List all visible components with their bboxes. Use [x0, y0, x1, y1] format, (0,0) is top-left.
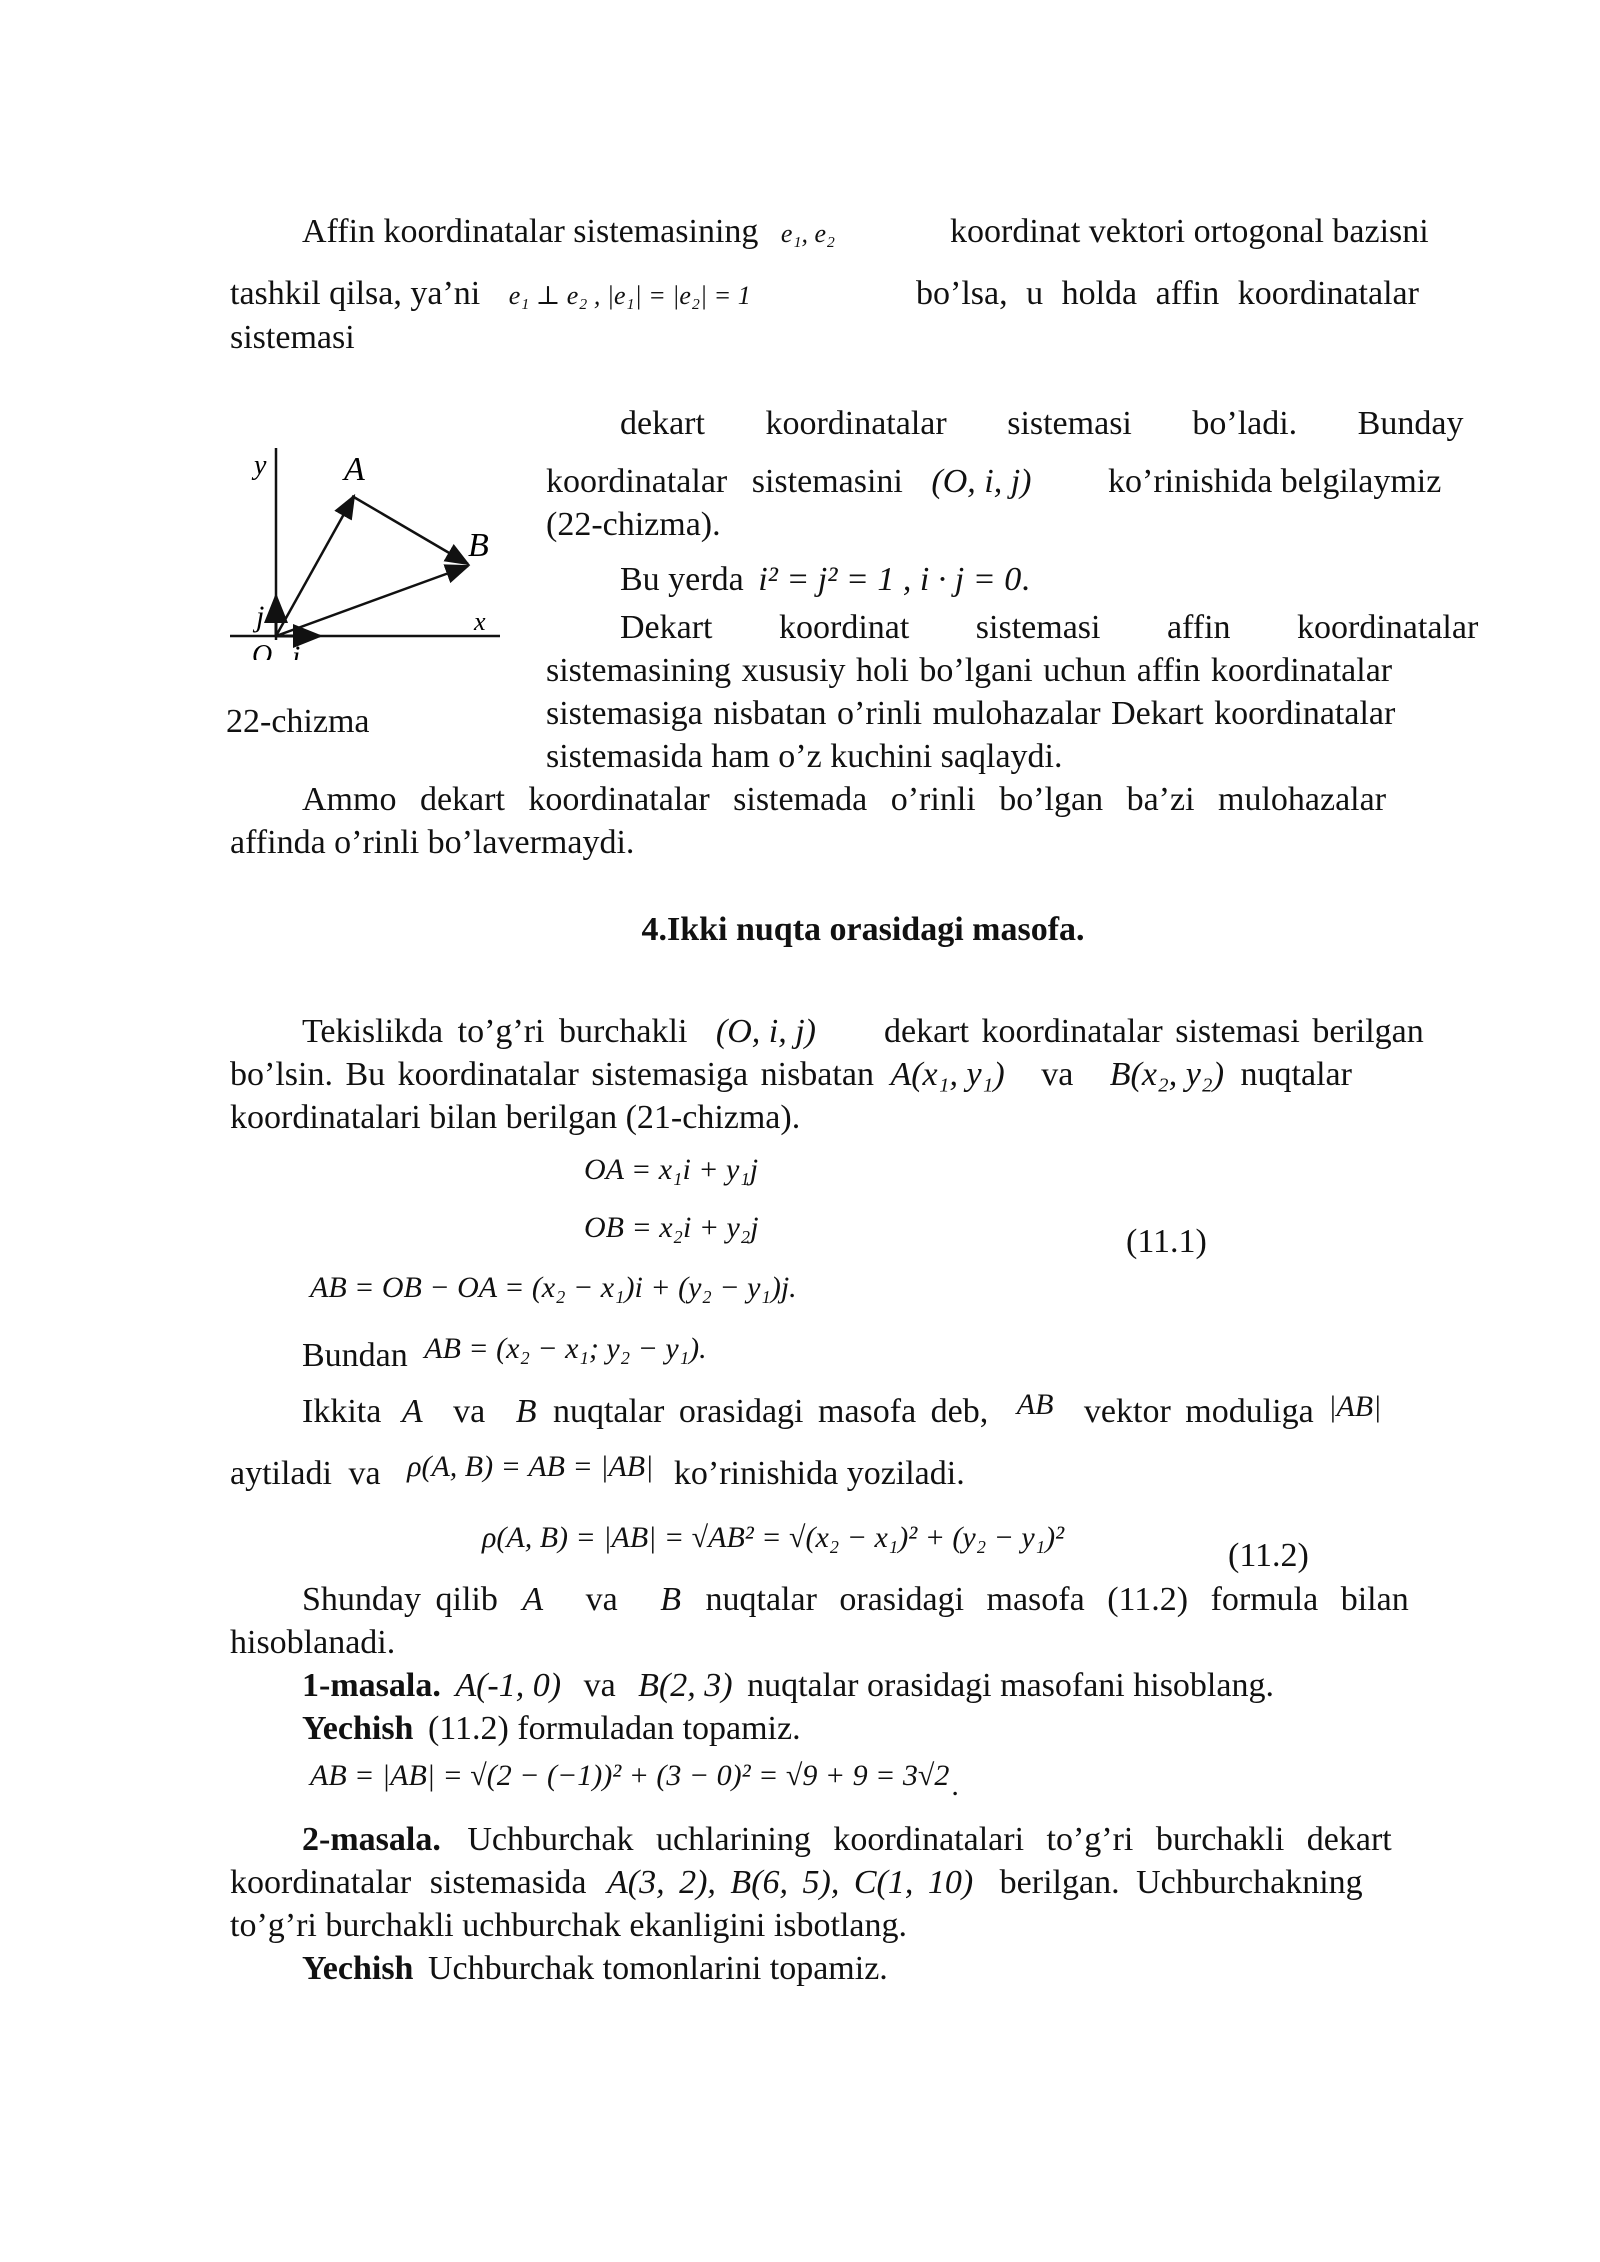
p5-line2	[230, 1450, 965, 1495]
p6-b: B	[660, 1581, 681, 1618]
yechish1-title: Yechish	[302, 1710, 414, 1747]
p2-line7: sistemasiga nisbatan o’rinli mulohazalar Dekart koordinatalar	[546, 695, 1396, 732]
vector-oa	[276, 496, 354, 636]
p2-line5: Dekart koordinat sistemasi affin koordinatalar	[620, 609, 1479, 646]
masala2-line3: to’g’ri burchakli uchburchak ekanligini isbotlang.	[230, 1907, 907, 1944]
p2-line1	[620, 404, 1496, 444]
yechish1-line	[302, 1709, 801, 1749]
p2-text-1: dekart koordinatalar sistemasi bo’ladi. Bunday	[620, 405, 1464, 442]
masala1-point-a: A(-1, 0)	[455, 1667, 562, 1704]
p4-line2	[230, 1055, 1352, 1095]
label-o: O	[252, 640, 273, 660]
p1-line2	[230, 274, 751, 316]
bundan-line	[302, 1332, 707, 1377]
p4-text-2b: nuqtalar	[1240, 1056, 1352, 1093]
masala2-text-1: Uchburchak uchlarining koordinatalari to’g’ri burchakli dekart	[467, 1821, 1392, 1858]
p2-line3: (22-chizma).	[546, 506, 721, 543]
p4-point-a: A(x₁, y₁)	[890, 1056, 1005, 1093]
yechish2-line	[302, 1949, 888, 1989]
p6-a: A	[522, 1581, 544, 1618]
p6-va: va	[585, 1581, 618, 1618]
p5-a: A	[401, 1393, 423, 1430]
vector-ab	[352, 496, 468, 564]
p6-line1	[302, 1580, 1409, 1620]
p1-line1-end: koordinat vektori ortogonal bazisni	[950, 213, 1429, 250]
masala1-point-b: B(2, 3)	[638, 1667, 733, 1704]
masala2-line2	[230, 1863, 1363, 1903]
masala2-text-2a: koordinatalar sistemasida	[230, 1864, 587, 1901]
p2-math-basis: (O, i, j)	[931, 463, 1032, 500]
figure-22	[220, 440, 520, 665]
p2-line4	[620, 560, 1030, 600]
p2-dot: .	[1021, 561, 1030, 598]
p1-line1	[302, 212, 835, 254]
coordinate-figure	[220, 440, 520, 660]
eq-ab: AB = OB − OA = (x₂ − x₁)i + (y₂ − y₁)j.	[310, 1271, 797, 1304]
p1-text-2a: tashkil qilsa, ya’ni	[230, 275, 481, 312]
p3-line2: affinda o’rinli bo’lavermaydi.	[230, 824, 635, 861]
p5-text-1c: vektor moduliga	[1083, 1393, 1314, 1430]
masala1-title: 1-masala.	[302, 1667, 441, 1704]
p4-va: va	[1041, 1056, 1074, 1093]
p5-text-2b: ko’rinishida yoziladi.	[673, 1455, 965, 1492]
eq-distance: ρ(A, B) = |AB| = √AB² = √(x₂ − x₁)² + (y₂ − y₁)²	[482, 1521, 1065, 1554]
label-i: i	[292, 640, 301, 660]
p2-line2	[546, 462, 1031, 502]
p3-line1: Ammo dekart koordinatalar sistemada o’rinli bo’lgan ba’zi mulohazalar	[302, 781, 1387, 818]
section-heading: 4.Ikki nuqta orasidagi masofa.	[641, 911, 1085, 948]
yechish1-rest: (11.2) formuladan topamiz.	[427, 1710, 801, 1747]
p1-line2-end: bo’lsa, u holda affin koordinatalar	[916, 275, 1419, 312]
yechish2-title: Yechish	[302, 1950, 414, 1987]
p5-ikkita: Ikkita	[302, 1393, 382, 1430]
p5-math-rho: ρ(A, B) = AB = |AB|	[407, 1450, 654, 1483]
p5-va: va	[453, 1393, 486, 1430]
yechish1-dot: .	[951, 1769, 959, 1802]
masala1-line	[302, 1666, 1274, 1706]
figure-caption: 22-chizma	[226, 703, 370, 740]
p1-math-ortho: e₁ ⊥ e₂ , |e₁| = |e₂| = 1	[508, 281, 751, 310]
masala2-title: 2-masala.	[302, 1821, 441, 1858]
p4-line1	[302, 1012, 816, 1052]
p5-text-2a: aytiladi va	[230, 1455, 381, 1492]
masala1-va: va	[583, 1667, 616, 1704]
masala2-line1	[302, 1820, 1392, 1860]
p4-text-1a: Tekislikda to’g’ri burchakli	[302, 1013, 688, 1050]
label-a: A	[344, 451, 365, 488]
p1-line3: sistemasi	[230, 319, 355, 356]
p6-line2: hisoblanadi.	[230, 1624, 396, 1661]
p4-text-2a: bo’lsin. Bu koordinatalar sistemasiga nisbatan	[230, 1056, 874, 1093]
eq-label-11-1: (11.1)	[1126, 1223, 1207, 1260]
eq-label-11-2: (11.2)	[1228, 1537, 1309, 1574]
p2-line2-end: ko’rinishida belgilaymiz	[1108, 463, 1442, 500]
masala2-text-2b: berilgan. Uchburchakning	[999, 1864, 1363, 1901]
p4-line1-end: dekart koordinatalar sistemasi berilgan	[884, 1013, 1424, 1050]
p4-line3: koordinatalari bilan berilgan (21-chizma).	[230, 1099, 801, 1136]
label-j: j	[256, 600, 265, 633]
yechish1-formula: AB = |AB| = √(2 − (−1))² + (3 − 0)² = √9 + 9 = 3√2	[310, 1759, 950, 1792]
p2-line8: sistemasida ham o’z kuchini saqlaydi.	[546, 738, 1063, 775]
p1-math-e1e2: e₁, e₂	[780, 219, 836, 248]
eq-ob: OB = x₂i + y₂j	[584, 1211, 759, 1244]
bundan-math: AB = (x₂ − x₁; y₂ − y₁).	[424, 1332, 707, 1365]
p5-text-1b: nuqtalar orasidagi masofa deb,	[552, 1393, 989, 1430]
p1-text-1a: Affin koordinatalar sistemasining	[302, 213, 759, 250]
p4-point-b: B(x₂, y₂)	[1109, 1056, 1225, 1093]
p5-mod-ab: |AB|	[1328, 1390, 1382, 1423]
eq-oa: OA = x₁i + y₁j	[584, 1153, 759, 1186]
yechish1-math	[310, 1756, 959, 1802]
label-y: y	[254, 450, 267, 481]
p5-b: B	[515, 1393, 537, 1430]
label-x: x	[474, 607, 486, 636]
bundan-word: Bundan	[302, 1337, 408, 1374]
p2-text-4a: Bu yerda	[620, 561, 744, 598]
p2-text-2a: koordinatalar sistemasini	[546, 463, 903, 500]
masala1-rest: nuqtalar orasidagi masofani hisoblang.	[747, 1667, 1274, 1704]
masala2-points: A(3, 2), B(6, 5), C(1, 10)	[607, 1864, 974, 1901]
p6-text-1a: Shunday qilib	[302, 1581, 498, 1618]
p4-math-basis: (O, i, j)	[715, 1013, 816, 1050]
p2-line6: sistemasining xususiy holi bo’lgani uchun affin koordinatalar	[546, 652, 1393, 689]
p5-ab: AB	[1016, 1388, 1054, 1421]
label-b: B	[468, 527, 489, 564]
yechish2-rest: Uchburchak tomonlarini topamiz.	[427, 1950, 888, 1987]
vector-ob	[276, 566, 468, 636]
p2-math-ortho: i² = j² = 1 , i · j = 0	[758, 561, 1022, 598]
p6-text-1b: nuqtalar orasidagi masofa (11.2) formula bilan	[705, 1581, 1409, 1618]
p5-line1	[302, 1388, 1382, 1433]
